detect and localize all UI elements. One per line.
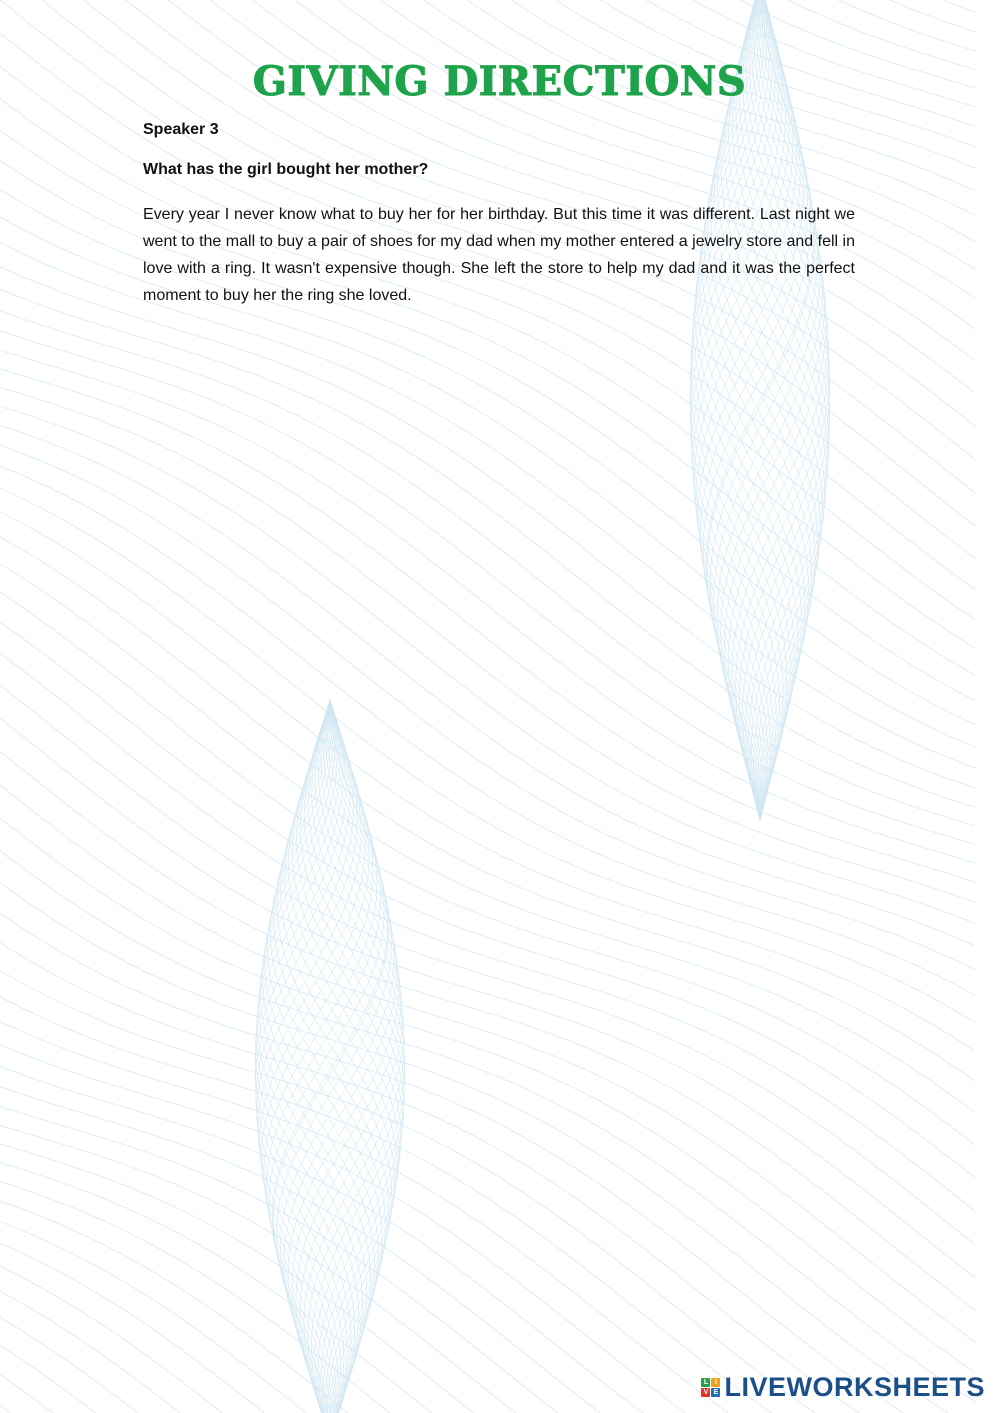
question-text: What has the girl bought her mother? (143, 161, 429, 178)
passage-text: Every year I never know what to buy her for her birthday. But this time it was different. Last night we went to the mall to buy a pair of shoes for my dad when my mother entered a jewelry store and fell in love with a ring. It wasn't expensive though. She left the store to help my dad and it was the perfect moment to buy her the ring she loved. (143, 206, 855, 304)
logo-letter: L (701, 1378, 710, 1387)
page-title: GIVING DIRECTIONS (252, 58, 747, 105)
liveworksheets-logo (701, 1372, 985, 1403)
logo-text: LIVEWORKSHEETS (724, 1372, 985, 1402)
logo-letter: V (701, 1388, 710, 1397)
speaker-label: Speaker 3 (143, 121, 219, 138)
logo-letter: E (711, 1388, 720, 1397)
logo-icon (701, 1378, 720, 1397)
logo-letter: I (711, 1378, 720, 1387)
